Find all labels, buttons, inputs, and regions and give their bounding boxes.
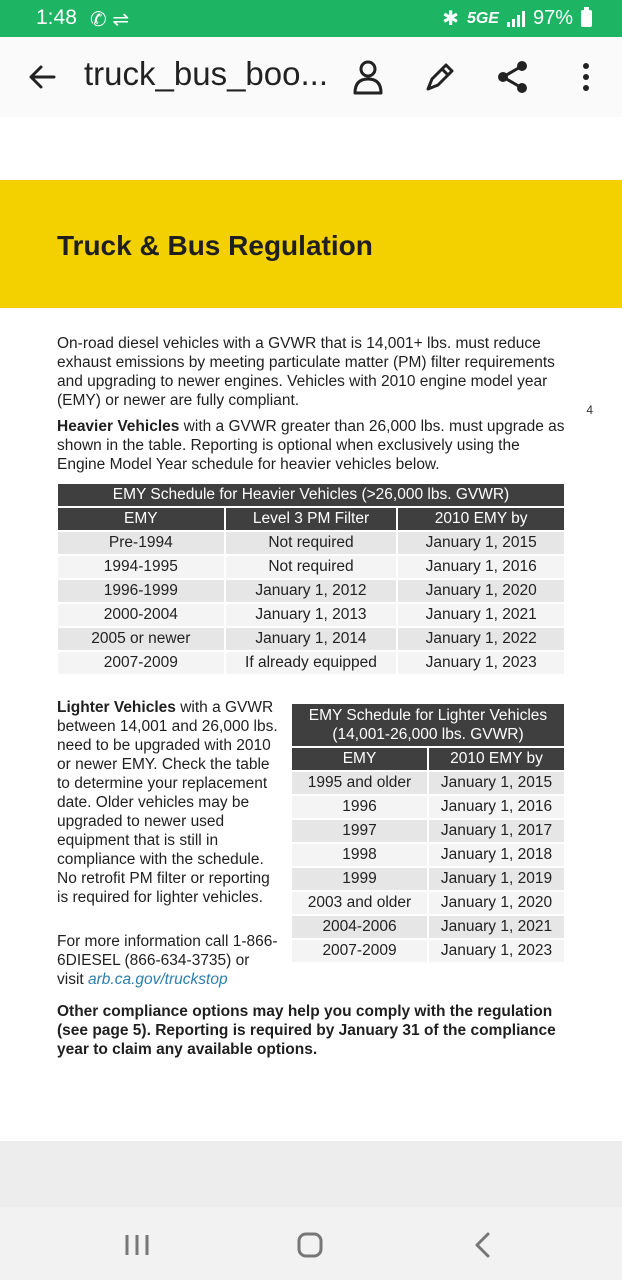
compliance-note: Other compliance options may help you comply with the regulation (see page 5). Reporting is required by January 31 of the compliance year to claim any available options. bbox=[57, 1003, 556, 1058]
recent-apps-icon[interactable] bbox=[119, 1227, 155, 1263]
table-cell: January 1, 2021 bbox=[428, 915, 565, 939]
table-cell: Pre-1994 bbox=[57, 531, 225, 555]
column-header: Level 3 PM Filter bbox=[225, 507, 398, 531]
table-cell: 2000-2004 bbox=[57, 603, 225, 627]
heavier-paragraph bbox=[57, 417, 567, 474]
title-banner bbox=[0, 180, 622, 308]
nav-back-icon[interactable] bbox=[466, 1227, 502, 1263]
table-cell: 1994-1995 bbox=[57, 555, 225, 579]
network-type: 5GE bbox=[466, 9, 499, 27]
table-cell: January 1, 2023 bbox=[397, 651, 565, 675]
page-heading: Truck & Bus Regulation bbox=[57, 230, 373, 261]
signal-icon bbox=[507, 11, 525, 27]
truckstop-link[interactable]: arb.ca.gov/truckstop bbox=[88, 971, 228, 988]
table-row bbox=[291, 867, 565, 891]
table-cell: January 1, 2017 bbox=[428, 819, 565, 843]
table-cell: 2007-2009 bbox=[57, 651, 225, 675]
account-icon[interactable] bbox=[348, 57, 388, 97]
heavier-emy-table bbox=[56, 482, 566, 676]
table-cell: 2004-2006 bbox=[291, 915, 428, 939]
column-header: 2010 EMY by bbox=[428, 747, 565, 771]
table-cell: January 1, 2020 bbox=[428, 891, 565, 915]
table-cell: January 1, 2021 bbox=[397, 603, 565, 627]
table-cell: January 1, 2023 bbox=[428, 939, 565, 963]
table-cell: January 1, 2016 bbox=[397, 555, 565, 579]
edit-pen-icon[interactable] bbox=[420, 57, 460, 97]
table-cell: Not required bbox=[225, 531, 398, 555]
status-time: 1:48 bbox=[36, 6, 77, 29]
table-cell: 1996 bbox=[291, 795, 428, 819]
lighter-paragraph bbox=[57, 698, 279, 907]
heavier-table-title: EMY Schedule for Heavier Vehicles (>26,000 lbs. GVWR) bbox=[57, 483, 565, 507]
table-cell: January 1, 2016 bbox=[428, 795, 565, 819]
info-paragraph bbox=[57, 932, 279, 989]
document-title: truck_bus_boo... bbox=[84, 55, 328, 92]
table-row bbox=[57, 651, 565, 675]
table-cell: If already equipped bbox=[225, 651, 398, 675]
column-header: 2010 EMY by bbox=[397, 507, 565, 531]
table-cell: January 1, 2012 bbox=[225, 579, 398, 603]
table-cell: January 1, 2019 bbox=[428, 867, 565, 891]
table-cell: 2007-2009 bbox=[291, 939, 428, 963]
table-cell: 1999 bbox=[291, 867, 428, 891]
status-bar bbox=[0, 0, 622, 37]
heavier-lead: Heavier Vehicles bbox=[57, 418, 180, 435]
table-row bbox=[291, 843, 565, 867]
table-row bbox=[291, 795, 565, 819]
table-row bbox=[291, 939, 565, 963]
pdf-page bbox=[0, 117, 622, 1141]
table-cell: 1997 bbox=[291, 819, 428, 843]
table-row bbox=[291, 891, 565, 915]
lighter-text: with a GVWR between 14,001 and 26,000 lbs. need to be upgraded with 2010 or newer EMY. Check the table to determine your replacement date. Older vehicles may be upgraded to newer used equipment that is still in compliance with the schedule. No retrofit PM filter or reporting is required for lighter vehicles. bbox=[57, 699, 278, 906]
table-cell: January 1, 2018 bbox=[428, 843, 565, 867]
table-row bbox=[57, 627, 565, 651]
table-cell: January 1, 2015 bbox=[397, 531, 565, 555]
table-cell: 2003 and older bbox=[291, 891, 428, 915]
status-right bbox=[442, 6, 592, 31]
table-row bbox=[57, 555, 565, 579]
table-cell: 1998 bbox=[291, 843, 428, 867]
system-nav-bar bbox=[0, 1207, 622, 1280]
table-row bbox=[57, 579, 565, 603]
lighter-table-title: EMY Schedule for Lighter Vehicles (14,001-26,000 lbs. GVWR) bbox=[291, 703, 565, 747]
table-cell: 2005 or newer bbox=[57, 627, 225, 651]
column-header: EMY bbox=[57, 507, 225, 531]
lighter-lead: Lighter Vehicles bbox=[57, 699, 176, 716]
battery-icon bbox=[581, 10, 592, 27]
more-options-icon[interactable] bbox=[566, 57, 606, 97]
table-cell: January 1, 2022 bbox=[397, 627, 565, 651]
home-icon[interactable] bbox=[292, 1227, 328, 1263]
page-number: 4 bbox=[586, 403, 593, 417]
call-wifi-icons: ✆ ⇌ bbox=[90, 9, 130, 31]
table-row bbox=[291, 819, 565, 843]
bluetooth-icon: ✱ bbox=[442, 8, 459, 30]
info-text: For more information call 1-866-6DIESEL (866-634-3735) or visit bbox=[57, 933, 278, 988]
table-row bbox=[291, 771, 565, 795]
table-cell: January 1, 2014 bbox=[225, 627, 398, 651]
table-cell: January 1, 2013 bbox=[225, 603, 398, 627]
intro-paragraph: On-road diesel vehicles with a GVWR that is 14,001+ lbs. must reduce exhaust emissions by meeting particulate matter (PM) filter requirements and upgrading to newer engines. Vehicles with 2010 engine model year (EMY) or newer are fully compliant. bbox=[57, 335, 555, 409]
table-cell: Not required bbox=[225, 555, 398, 579]
battery-percent: 97% bbox=[532, 7, 573, 29]
column-header: EMY bbox=[291, 747, 428, 771]
table-row bbox=[57, 531, 565, 555]
table-row bbox=[291, 915, 565, 939]
back-arrow-icon[interactable] bbox=[24, 59, 60, 95]
table-row bbox=[57, 603, 565, 627]
table-cell: January 1, 2020 bbox=[397, 579, 565, 603]
lighter-emy-table bbox=[290, 702, 566, 964]
table-cell: 1996-1999 bbox=[57, 579, 225, 603]
app-bar bbox=[0, 37, 622, 118]
table-cell: 1995 and older bbox=[291, 771, 428, 795]
table-cell: January 1, 2015 bbox=[428, 771, 565, 795]
heavier-text: with a GVWR greater than 26,000 lbs. must upgrade as shown in the table. Reporting is optional when exclusively using the Engine Model Year schedule for heavier vehicles below. bbox=[57, 418, 565, 473]
share-icon[interactable] bbox=[493, 57, 533, 97]
